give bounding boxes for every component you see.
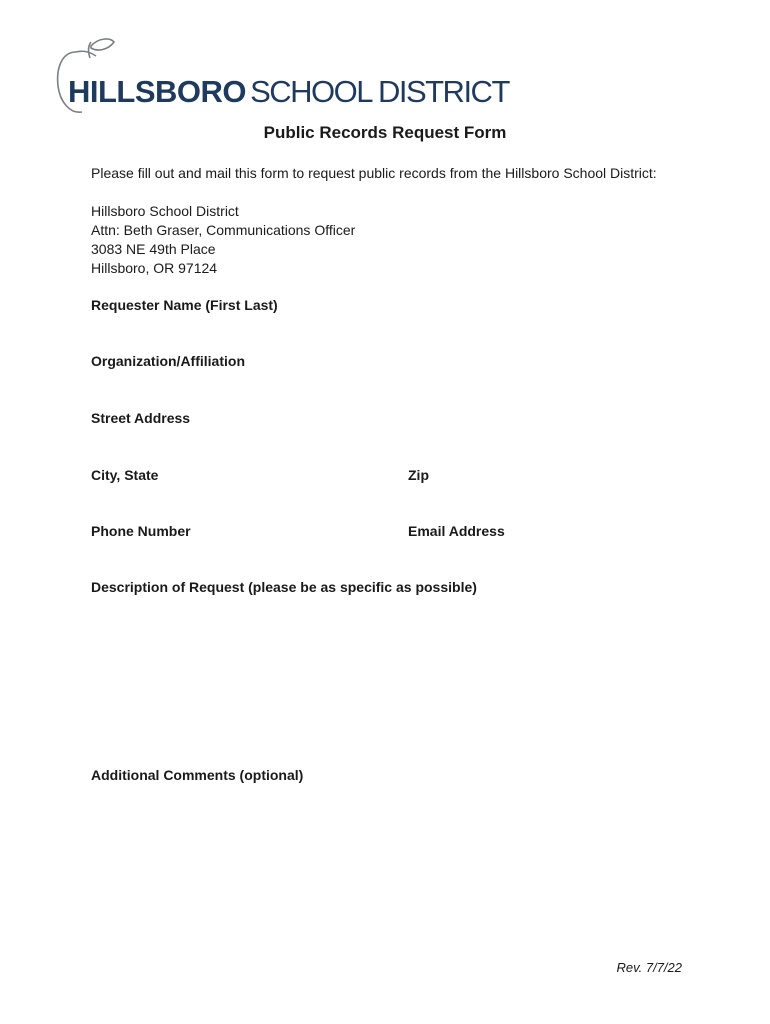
district-logo [54,38,509,118]
additional-comments-label: Additional Comments (optional) [91,767,304,783]
organization-label: Organization/Affiliation [91,353,245,369]
address-line: Attn: Beth Graser, Communications Officer [91,222,356,238]
district-name-bold: HILLSBORO [68,74,247,109]
form-title: Public Records Request Form [263,123,507,142]
address-line: Hillsboro, OR 97124 [91,260,218,276]
mailing-address [91,202,355,278]
description-label: Description of Request (please be as specific as possible) [91,579,477,595]
address-line: Hillsboro School District [91,203,239,219]
revision-date: Rev. 7/7/22 [616,960,682,975]
phone-number-label: Phone Number [91,523,191,539]
street-address-label: Street Address [91,410,191,426]
district-name [68,76,509,107]
district-name-light: SCHOOL DISTRICT [250,74,509,109]
requester-name-label: Requester Name (First Last) [91,297,278,313]
email-address-label: Email Address [408,523,505,539]
zip-label: Zip [408,467,429,483]
city-state-label: City, State [91,467,159,483]
address-line: 3083 NE 49th Place [91,241,216,257]
form-intro: Please fill out and mail this form to request public records from the Hillsboro School District: [91,165,657,181]
